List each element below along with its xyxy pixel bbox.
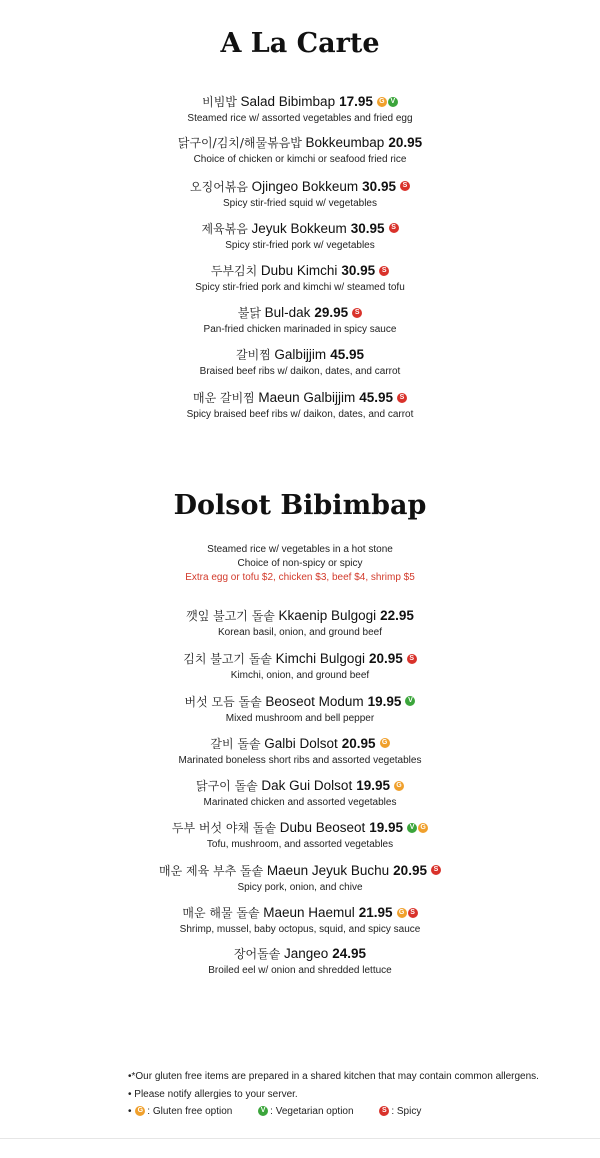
bullet: • bbox=[128, 1106, 132, 1117]
menu-item-english-name: Kkaenip Bulgogi bbox=[278, 608, 377, 623]
menu-item-price: 17.95 bbox=[339, 94, 373, 109]
menu-item-korean-name: 갈비 돌솥 bbox=[210, 736, 261, 751]
menu-item-description: Pan-fried chicken marinaded in spicy sauce bbox=[203, 324, 397, 336]
menu-item-price: 21.95 bbox=[358, 905, 393, 921]
menu-item-title bbox=[0, 903, 600, 922]
menu-item-title bbox=[0, 607, 600, 625]
menu-item-description: Choice of chicken or kimchi or seafood fried rice bbox=[193, 154, 407, 166]
menu-item-description: Marinated boneless short ribs and assorted vegetables bbox=[178, 754, 422, 766]
menu-item-english-name: Beoseot Modum bbox=[265, 693, 364, 709]
vegetarian-label: : Vegetarian option bbox=[270, 1106, 354, 1117]
menu-item-english-name: Galbi Dolsot bbox=[264, 735, 338, 751]
menu-item-price: 30.95 bbox=[350, 220, 385, 236]
gluten-free-icon: G bbox=[377, 97, 387, 107]
footnote-notify: • Please notify allergies to your server. bbox=[128, 1088, 298, 1100]
gluten-free-icon: G bbox=[380, 738, 390, 748]
menu-item bbox=[0, 261, 600, 303]
menu-item-badges bbox=[399, 177, 410, 194]
menu-item-title bbox=[0, 346, 600, 364]
menu-item-title bbox=[0, 261, 600, 280]
menu-item bbox=[0, 818, 600, 860]
dolsot-intro bbox=[0, 543, 600, 585]
menu-item-title bbox=[0, 861, 600, 880]
menu-item-english-name: Dubu Beoseot bbox=[279, 820, 366, 836]
menu-item-korean-name: 오징어볶음 bbox=[190, 179, 248, 194]
menu-item-description: Marinated chicken and assorted vegetables bbox=[203, 797, 397, 809]
menu-item-english-name: Galbijjim bbox=[274, 346, 327, 362]
menu-item-title bbox=[0, 177, 600, 196]
menu-item-english-name: Jeyuk Bokkeum bbox=[251, 220, 347, 236]
menu-item-price: 24.95 bbox=[332, 946, 367, 962]
menu-item-price: 45.95 bbox=[330, 346, 364, 362]
menu-item-korean-name: 깻잎 불고기 돌솥 bbox=[186, 609, 275, 623]
menu-item-english-name: Ojingeo Bokkeum bbox=[251, 178, 359, 194]
menu-item-korean-name: 두부 버섯 야채 돌솥 bbox=[171, 821, 277, 836]
menu-item-english-name: Salad Bibimbap bbox=[240, 94, 336, 109]
gluten-free-icon: G bbox=[397, 908, 407, 918]
vegetarian-icon: V bbox=[407, 823, 417, 833]
menu-item-english-name: Bokkeumbap bbox=[305, 135, 385, 151]
menu-item bbox=[0, 303, 600, 345]
menu-item bbox=[0, 734, 600, 776]
gluten-free-label: : Gluten free option bbox=[147, 1106, 233, 1117]
menu-item-title bbox=[0, 818, 600, 837]
menu-item-english-name: Maeun Jeyuk Buchu bbox=[266, 862, 390, 878]
menu-item-title bbox=[0, 134, 600, 152]
menu-item-title bbox=[0, 945, 600, 963]
menu-item bbox=[0, 388, 600, 430]
spicy-icon: S bbox=[400, 181, 410, 191]
menu-item-badges bbox=[388, 219, 399, 236]
spicy-icon: S bbox=[389, 223, 399, 233]
menu-item-description: Shrimp, mussel, baby octopus, squid, and spicy sauce bbox=[179, 924, 421, 936]
menu-item-description: Kimchi, onion, and ground beef bbox=[230, 670, 370, 682]
section-title-dolsot-bibimbap: Dolsot Bibimbap bbox=[173, 490, 427, 521]
menu-item-price: 30.95 bbox=[362, 178, 396, 194]
menu-item-korean-name: 비빔밥 bbox=[202, 95, 237, 109]
menu-item-english-name: Maeun Galbijjim bbox=[258, 390, 356, 406]
menu-item bbox=[0, 219, 600, 261]
menu-item-price: 19.95 bbox=[369, 820, 404, 836]
spicy-icon: S bbox=[408, 908, 418, 918]
menu-item-price: 19.95 bbox=[356, 778, 390, 794]
gluten-free-icon: G bbox=[394, 781, 404, 791]
a-la-carte-list bbox=[0, 92, 600, 430]
menu-item-badges bbox=[406, 818, 428, 835]
spicy-label: : Spicy bbox=[391, 1106, 422, 1117]
menu-item-english-name: Jangeo bbox=[283, 946, 329, 962]
menu-item bbox=[0, 861, 600, 903]
spicy-icon: S bbox=[407, 654, 417, 664]
menu-item-description: Spicy stir-fried pork and kimchi w/ steamed tofu bbox=[195, 282, 405, 294]
menu-item-description: Spicy braised beef ribs w/ daikon, dates, and carrot bbox=[186, 409, 414, 421]
menu-item-title bbox=[0, 649, 600, 668]
menu-item bbox=[0, 177, 600, 219]
menu-item-badges bbox=[396, 388, 407, 405]
menu-item-badges bbox=[430, 861, 441, 878]
menu-item-title bbox=[0, 219, 600, 238]
menu-item-badges bbox=[396, 903, 418, 920]
menu-item-price: 29.95 bbox=[314, 305, 349, 321]
menu-item-description: Mixed mushroom and bell pepper bbox=[225, 712, 375, 724]
menu-item-badges bbox=[379, 734, 390, 751]
menu-item-korean-name: 매운 제육 부추 돌솥 bbox=[159, 863, 264, 878]
vegetarian-icon: V bbox=[388, 97, 398, 107]
menu-item-korean-name: 버섯 모듬 돌솥 bbox=[184, 694, 262, 709]
menu-item-english-name: Kimchi Bulgogi bbox=[275, 651, 365, 667]
menu-item-description: Spicy stir-fried squid w/ vegetables bbox=[223, 197, 377, 209]
menu-item-price: 45.95 bbox=[359, 390, 393, 406]
menu-item-korean-name: 장어돌솥 bbox=[233, 947, 281, 962]
menu-item-badges bbox=[351, 303, 362, 320]
gluten-free-icon: G bbox=[418, 823, 428, 833]
menu-item-badges bbox=[404, 692, 415, 709]
vegetarian-icon: V bbox=[258, 1106, 268, 1116]
menu-item-english-name: Bul-dak bbox=[264, 305, 311, 321]
intro-line: Choice of non-spicy or spicy bbox=[237, 558, 363, 569]
menu-item-price: 30.95 bbox=[341, 263, 376, 279]
footnote-allergens: •*Our gluten free items are prepared in a shared kitchen that may contain common allergens. bbox=[128, 1071, 539, 1082]
menu-item-korean-name: 두부김치 bbox=[210, 264, 258, 279]
menu-item bbox=[0, 607, 600, 649]
menu-item-korean-name: 불닭 bbox=[237, 306, 261, 321]
menu-item bbox=[0, 134, 600, 176]
menu-item-badges bbox=[393, 776, 404, 793]
menu-item-english-name: Dak Gui Dolsot bbox=[261, 778, 353, 794]
menu-item-description: Steamed rice w/ assorted vegetables and fried egg bbox=[187, 113, 413, 124]
menu-item-korean-name: 매운 해물 돌솥 bbox=[182, 906, 260, 921]
menu-item-description: Tofu, mushroom, and assorted vegetables bbox=[206, 839, 394, 851]
menu-item-korean-name: 갈비찜 bbox=[236, 347, 271, 362]
spicy-icon: S bbox=[352, 308, 362, 318]
menu-item bbox=[0, 692, 600, 734]
menu-item-price: 22.95 bbox=[380, 608, 414, 623]
spicy-icon: S bbox=[397, 393, 407, 403]
menu-item bbox=[0, 776, 600, 818]
extras-pricing: Extra egg or tofu $2, chicken $3, beef $4, shrimp $5 bbox=[185, 572, 415, 583]
menu-item-badges bbox=[376, 92, 398, 109]
divider bbox=[0, 1138, 600, 1139]
menu-item-english-name: Maeun Haemul bbox=[263, 905, 355, 921]
menu-item bbox=[0, 346, 600, 388]
section-title-a-la-carte: A La Carte bbox=[220, 28, 380, 59]
gluten-free-icon: G bbox=[135, 1106, 145, 1116]
menu-item bbox=[0, 903, 600, 945]
menu-item-description: Korean basil, onion, and ground beef bbox=[217, 627, 382, 638]
spicy-icon: S bbox=[431, 865, 441, 875]
menu-item-korean-name: 매운 갈비찜 bbox=[193, 391, 255, 406]
menu-item-korean-name: 김치 불고기 돌솥 bbox=[183, 652, 273, 667]
spicy-icon: S bbox=[379, 1106, 389, 1116]
menu-item-description: Broiled eel w/ onion and shredded lettuce bbox=[208, 965, 392, 977]
menu-item-title bbox=[0, 692, 600, 711]
menu-item-title bbox=[0, 734, 600, 753]
footnotes bbox=[128, 1068, 539, 1121]
menu-item bbox=[0, 649, 600, 691]
menu-item bbox=[0, 945, 600, 987]
menu-item-price: 19.95 bbox=[367, 693, 402, 709]
menu-item-title bbox=[0, 388, 600, 407]
menu-item-title bbox=[0, 303, 600, 322]
vegetarian-icon: V bbox=[405, 696, 415, 706]
menu-item bbox=[0, 92, 600, 134]
menu-item-price: 20.95 bbox=[388, 135, 423, 151]
menu-item-english-name: Dubu Kimchi bbox=[260, 263, 338, 279]
intro-line: Steamed rice w/ vegetables in a hot stone bbox=[207, 544, 393, 555]
menu-item-price: 20.95 bbox=[368, 651, 403, 667]
badge-legend bbox=[128, 1103, 539, 1121]
menu-item-korean-name: 닭구이 돌솥 bbox=[196, 779, 258, 794]
menu-item-price: 20.95 bbox=[341, 735, 376, 751]
menu-item-price: 20.95 bbox=[393, 862, 427, 878]
menu-item-badges bbox=[378, 261, 389, 278]
menu-item-title bbox=[0, 776, 600, 795]
menu-item-korean-name: 닭구이/김치/해물볶음밥 bbox=[177, 136, 302, 151]
menu-item-badges bbox=[406, 649, 417, 666]
menu-item-korean-name: 제육볶음 bbox=[201, 221, 248, 236]
menu-item-title bbox=[0, 92, 600, 111]
menu-item-description: Spicy pork, onion, and chive bbox=[237, 881, 363, 893]
dolsot-list bbox=[0, 607, 600, 988]
spicy-icon: S bbox=[379, 266, 389, 276]
menu-item-description: Spicy stir-fried pork w/ vegetables bbox=[225, 239, 375, 251]
menu-item-description: Braised beef ribs w/ daikon, dates, and carrot bbox=[199, 365, 401, 377]
